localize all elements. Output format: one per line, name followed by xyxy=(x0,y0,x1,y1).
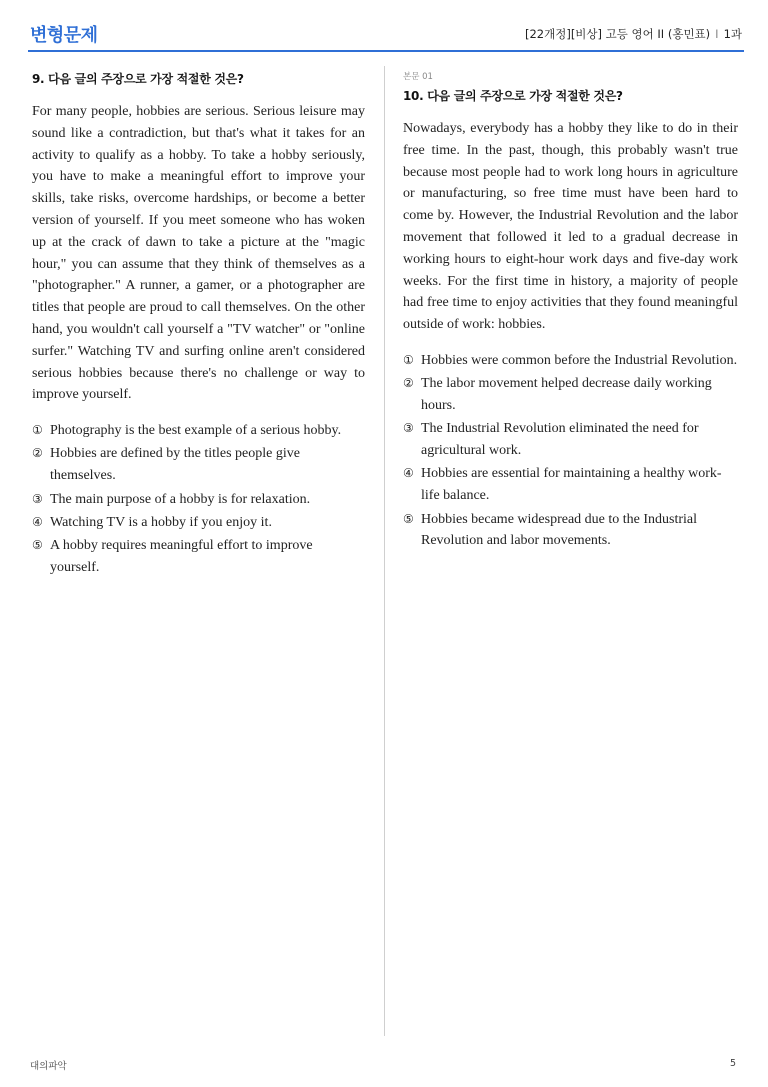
option-text: Hobbies are defined by the titles people give themselves. xyxy=(50,446,300,484)
option-number: ⑤ xyxy=(403,511,414,526)
header-separator: I xyxy=(715,27,719,41)
question-title: 10. 다음 글의 주장으로 가장 적절한 것은? xyxy=(403,89,623,103)
course-name: [22개정][비상] 고등 영어 II (홍민표) xyxy=(525,27,711,41)
option-text: A hobby requires meaningful effort to improve yourself. xyxy=(50,538,313,575)
question-9 xyxy=(32,70,365,580)
answer-options xyxy=(403,350,738,552)
option-text: Hobbies are essential for maintaining a healthy work-life balance. xyxy=(421,466,722,504)
footer-category: 대의파악 xyxy=(30,1061,67,1072)
course-info xyxy=(525,26,742,42)
answer-option-2[interactable] xyxy=(403,373,738,417)
option-text: Hobbies became widespread due to the Industrial Revolution and labor movements. xyxy=(421,511,698,549)
option-number: ① xyxy=(32,423,43,438)
question-passage: For many people, hobbies are serious. Serious leisure may sound like a contradiction, but that's what it takes for an activity to qualify as a hobby. To take a hobby seriously, you have to make a meaningful effort to improve your skills, take risks, overcome hardships, or become a better version of yourself. If you meet someone who has woken up at the crack of dawn to take a picture at the "magic hour," you can assume that they think of themselves as a "photographer." A runner, a gamer, or a photographer are titles that people are proud to call themselves. On the other hand, you wouldn't call yourself a "TV watcher" or "online surfer." Watching TV and surfing online aren't considered serious hobbies because there's no challenge or way to improve yourself. xyxy=(32,104,365,403)
answer-option-4[interactable] xyxy=(403,463,738,507)
column-divider xyxy=(384,66,385,1036)
page-header xyxy=(28,18,744,52)
page-title: 변형문제 xyxy=(30,25,98,46)
option-number: ④ xyxy=(32,514,43,529)
answer-option-1[interactable] xyxy=(403,350,738,372)
option-text: The labor movement helped decrease daily working hours. xyxy=(421,376,712,414)
answer-option-2[interactable] xyxy=(32,443,365,487)
question-title: 9. 다음 글의 주장으로 가장 적절한 것은? xyxy=(32,72,244,86)
answer-options xyxy=(32,420,365,579)
option-text: Watching TV is a hobby if you enjoy it. xyxy=(50,514,272,530)
answer-option-5[interactable] xyxy=(32,535,365,579)
option-text: Hobbies were common before the Industrial Revolution. xyxy=(421,352,738,368)
passage-label: 본문 01 xyxy=(403,72,433,82)
option-number: ② xyxy=(32,446,43,461)
option-number: ② xyxy=(403,376,414,391)
lesson-number: 1과 xyxy=(723,27,742,41)
page-number: 5 xyxy=(729,1058,736,1069)
answer-option-5[interactable] xyxy=(403,509,738,553)
option-number: ⑤ xyxy=(32,538,43,553)
option-number: ① xyxy=(403,352,414,367)
option-number: ④ xyxy=(403,466,414,481)
answer-option-4[interactable] xyxy=(32,512,365,534)
option-text: The main purpose of a hobby is for relaxation. xyxy=(50,491,311,507)
answer-option-1[interactable] xyxy=(32,420,365,442)
option-text: The Industrial Revolution eliminated the need for agricultural work. xyxy=(421,421,699,459)
option-text: Photography is the best example of a serious hobby. xyxy=(50,423,342,439)
answer-option-3[interactable] xyxy=(32,489,365,511)
question-passage: Nowadays, everybody has a hobby they like to do in their free time. In the past, though, this probably wasn't true because most people had to work long hours in agriculture or manufacturing, so free time must have been hard to come by. However, the Industrial Revolution and the labor movement that followed it led to a gradual decrease in working hours to eight-hour work days and five-day work weeks. For the first time in history, a majority of people had free time to enjoy activities that they found meaningful outside of work: hobbies. xyxy=(403,121,738,333)
question-10 xyxy=(403,70,738,554)
answer-option-3[interactable] xyxy=(403,418,738,462)
option-number: ③ xyxy=(403,421,414,436)
option-number: ③ xyxy=(32,491,43,506)
